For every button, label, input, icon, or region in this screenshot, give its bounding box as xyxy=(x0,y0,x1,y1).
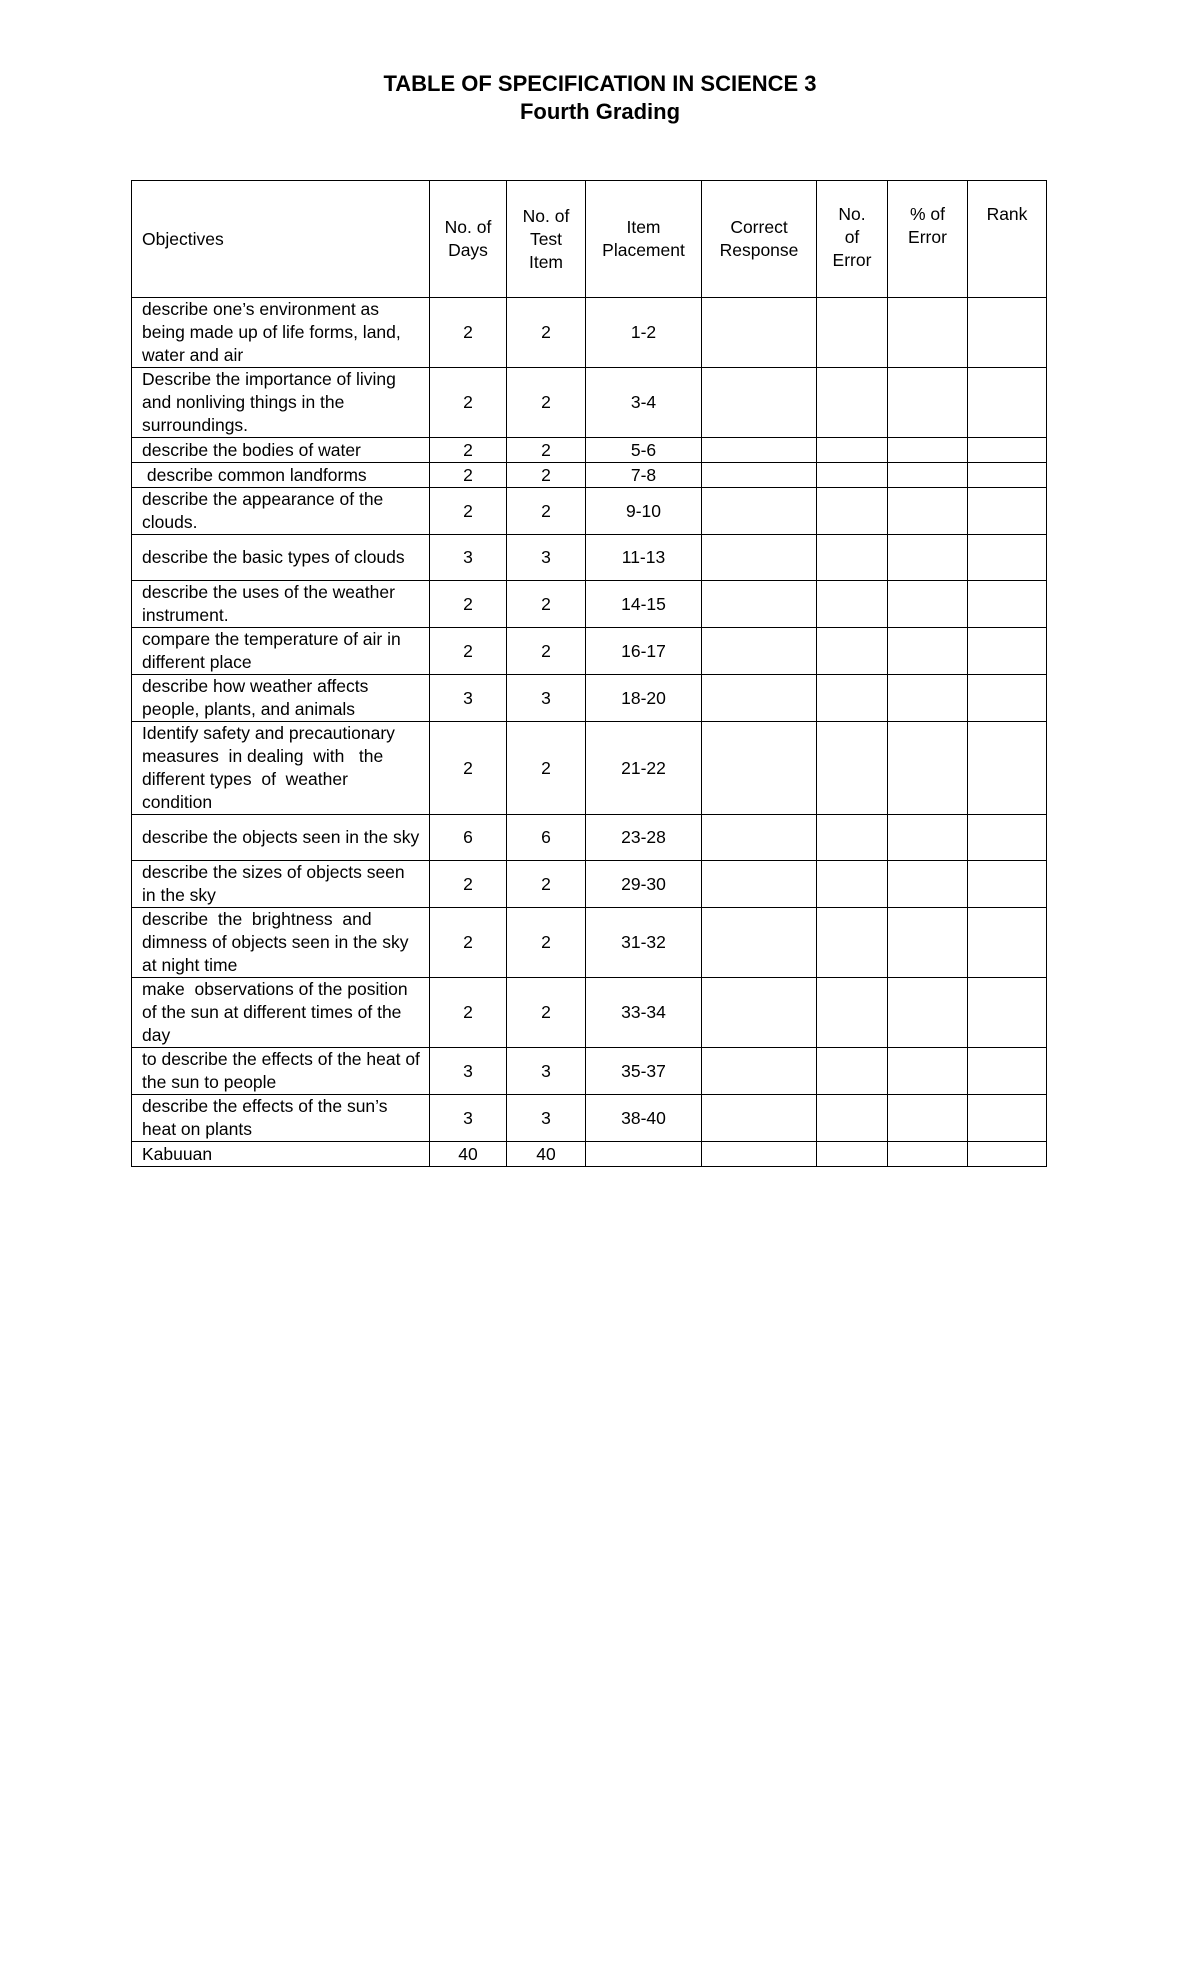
table-row xyxy=(132,298,1047,368)
table-row xyxy=(132,908,1047,978)
correct-cell xyxy=(702,978,817,1048)
test-item-cell: 2 xyxy=(507,581,586,628)
errors-cell xyxy=(817,815,888,861)
total-placement-cell xyxy=(586,1142,702,1167)
correct-cell xyxy=(702,581,817,628)
total-items-cell: 40 xyxy=(507,1142,586,1167)
objective-cell: describe one’s environment as being made up of life forms, land, water and air xyxy=(132,298,430,368)
objective-cell: describe the uses of the weather instrument. xyxy=(132,581,430,628)
percent-error-cell xyxy=(888,861,968,908)
objective-cell: Describe the importance of living and nonliving things in the surroundings. xyxy=(132,368,430,438)
objective-cell: to describe the effects of the heat of the sun to people xyxy=(132,1048,430,1095)
rank-cell xyxy=(968,535,1047,581)
errors-cell xyxy=(817,675,888,722)
days-cell: 2 xyxy=(430,581,507,628)
objective-cell: describe how weather affects people, plants, and animals xyxy=(132,675,430,722)
test-item-cell: 3 xyxy=(507,1095,586,1142)
rank-cell xyxy=(968,675,1047,722)
test-item-cell: 2 xyxy=(507,368,586,438)
days-cell: 2 xyxy=(430,722,507,815)
errors-cell xyxy=(817,861,888,908)
objective-cell: describe the brightness and dimness of objects seen in the sky at night time xyxy=(132,908,430,978)
errors-cell xyxy=(817,298,888,368)
days-cell: 2 xyxy=(430,628,507,675)
correct-cell xyxy=(702,815,817,861)
correct-cell xyxy=(702,535,817,581)
rank-cell xyxy=(968,368,1047,438)
errors-cell xyxy=(817,908,888,978)
total-label-cell: Kabuuan xyxy=(132,1142,430,1167)
rank-cell xyxy=(968,1048,1047,1095)
table-row xyxy=(132,535,1047,581)
header-placement xyxy=(586,181,702,298)
errors-cell xyxy=(817,438,888,463)
table-row xyxy=(132,438,1047,463)
percent-error-cell xyxy=(888,675,968,722)
specification-table xyxy=(131,180,1047,1167)
rank-cell xyxy=(968,581,1047,628)
days-cell: 2 xyxy=(430,298,507,368)
placement-cell: 11-13 xyxy=(586,535,702,581)
header-days xyxy=(430,181,507,298)
correct-cell xyxy=(702,298,817,368)
days-cell: 3 xyxy=(430,675,507,722)
test-item-cell: 2 xyxy=(507,628,586,675)
header-correct xyxy=(702,181,817,298)
header-errors xyxy=(817,181,888,298)
test-item-cell: 2 xyxy=(507,861,586,908)
errors-cell xyxy=(817,722,888,815)
days-cell: 2 xyxy=(430,368,507,438)
days-cell: 6 xyxy=(430,815,507,861)
placement-cell: 21-22 xyxy=(586,722,702,815)
rank-cell xyxy=(968,908,1047,978)
rank-cell xyxy=(968,298,1047,368)
document-subtitle: Fourth Grading xyxy=(519,99,681,124)
header-errors-label: No. of Error xyxy=(832,204,872,270)
days-cell: 2 xyxy=(430,861,507,908)
test-item-cell: 2 xyxy=(507,488,586,535)
correct-cell xyxy=(702,1048,817,1095)
table-row xyxy=(132,978,1047,1048)
test-item-cell: 2 xyxy=(507,438,586,463)
placement-cell: 29-30 xyxy=(586,861,702,908)
objective-cell: describe the objects seen in the sky xyxy=(132,815,430,861)
correct-cell xyxy=(702,488,817,535)
errors-cell xyxy=(817,1048,888,1095)
errors-cell xyxy=(817,628,888,675)
test-item-cell: 3 xyxy=(507,1048,586,1095)
percent-error-cell xyxy=(888,463,968,488)
total-correct-cell xyxy=(702,1142,817,1167)
rank-cell xyxy=(968,628,1047,675)
objective-cell: make observations of the position of the sun at different times of the day xyxy=(132,978,430,1048)
table-row xyxy=(132,628,1047,675)
errors-cell xyxy=(817,488,888,535)
placement-cell: 5-6 xyxy=(586,438,702,463)
placement-cell: 18-20 xyxy=(586,675,702,722)
header-percent-error-label: % of Error xyxy=(908,204,947,247)
rank-cell xyxy=(968,463,1047,488)
total-days-cell: 40 xyxy=(430,1142,507,1167)
days-cell: 2 xyxy=(430,438,507,463)
rank-cell xyxy=(968,488,1047,535)
placement-cell: 7-8 xyxy=(586,463,702,488)
percent-error-cell xyxy=(888,298,968,368)
percent-error-cell xyxy=(888,438,968,463)
errors-cell xyxy=(817,535,888,581)
percent-error-cell xyxy=(888,581,968,628)
percent-error-cell xyxy=(888,815,968,861)
placement-cell: 16-17 xyxy=(586,628,702,675)
percent-error-cell xyxy=(888,908,968,978)
correct-cell xyxy=(702,675,817,722)
percent-error-cell xyxy=(888,1095,968,1142)
objective-cell: describe the effects of the sun’s heat on plants xyxy=(132,1095,430,1142)
correct-cell xyxy=(702,722,817,815)
objective-cell: compare the temperature of air in different place xyxy=(132,628,430,675)
errors-cell xyxy=(817,463,888,488)
table-row xyxy=(132,463,1047,488)
header-days-label: No. of Days xyxy=(444,217,492,260)
title-block xyxy=(0,70,1200,126)
test-item-cell: 3 xyxy=(507,675,586,722)
percent-error-cell xyxy=(888,978,968,1048)
percent-error-cell xyxy=(888,368,968,438)
table-row xyxy=(132,722,1047,815)
rank-cell xyxy=(968,815,1047,861)
placement-cell: 33-34 xyxy=(586,978,702,1048)
rank-cell xyxy=(968,438,1047,463)
header-objectives: Objectives xyxy=(132,181,430,298)
header-placement-label: Item Placement xyxy=(602,217,685,260)
percent-error-cell xyxy=(888,628,968,675)
table-row xyxy=(132,488,1047,535)
table-row xyxy=(132,1095,1047,1142)
rank-cell xyxy=(968,1095,1047,1142)
percent-error-cell xyxy=(888,722,968,815)
placement-cell: 38-40 xyxy=(586,1095,702,1142)
test-item-cell: 2 xyxy=(507,978,586,1048)
objective-cell: Identify safety and precautionary measures in dealing with the different types of weather condition xyxy=(132,722,430,815)
placement-cell: 9-10 xyxy=(586,488,702,535)
document-title: TABLE OF SPECIFICATION IN SCIENCE 3 xyxy=(383,71,817,96)
errors-cell xyxy=(817,1095,888,1142)
test-item-cell: 6 xyxy=(507,815,586,861)
days-cell: 3 xyxy=(430,1048,507,1095)
days-cell: 2 xyxy=(430,488,507,535)
placement-cell: 31-32 xyxy=(586,908,702,978)
placement-cell: 3-4 xyxy=(586,368,702,438)
rank-cell xyxy=(968,978,1047,1048)
test-item-cell: 2 xyxy=(507,298,586,368)
correct-cell xyxy=(702,861,817,908)
table-row xyxy=(132,675,1047,722)
correct-cell xyxy=(702,438,817,463)
table-row xyxy=(132,861,1047,908)
objective-cell: describe the bodies of water xyxy=(132,438,430,463)
header-correct-label: Correct Response xyxy=(719,217,799,260)
errors-cell xyxy=(817,581,888,628)
errors-cell xyxy=(817,978,888,1048)
total-rank-cell xyxy=(968,1142,1047,1167)
header-rank: Rank xyxy=(968,181,1047,298)
placement-cell: 1-2 xyxy=(586,298,702,368)
correct-cell xyxy=(702,368,817,438)
header-row xyxy=(132,181,1047,298)
percent-error-cell xyxy=(888,488,968,535)
test-item-cell: 2 xyxy=(507,463,586,488)
rank-cell xyxy=(968,861,1047,908)
placement-cell: 23-28 xyxy=(586,815,702,861)
objective-cell: describe the sizes of objects seen in the sky xyxy=(132,861,430,908)
test-item-cell: 3 xyxy=(507,535,586,581)
total-errors-cell xyxy=(817,1142,888,1167)
days-cell: 3 xyxy=(430,1095,507,1142)
table-row xyxy=(132,1048,1047,1095)
objective-cell: describe common landforms xyxy=(132,463,430,488)
days-cell: 2 xyxy=(430,463,507,488)
correct-cell xyxy=(702,628,817,675)
table-row xyxy=(132,815,1047,861)
objective-cell: describe the basic types of clouds xyxy=(132,535,430,581)
header-test-item xyxy=(507,181,586,298)
header-test-item-label: No. of Test Item xyxy=(522,205,570,272)
correct-cell xyxy=(702,908,817,978)
percent-error-cell xyxy=(888,1048,968,1095)
table-row xyxy=(132,368,1047,438)
table-body xyxy=(132,298,1047,1167)
placement-cell: 14-15 xyxy=(586,581,702,628)
total-row xyxy=(132,1142,1047,1167)
placement-cell: 35-37 xyxy=(586,1048,702,1095)
header-percent-error xyxy=(888,181,968,298)
days-cell: 3 xyxy=(430,535,507,581)
days-cell: 2 xyxy=(430,908,507,978)
total-percent-error-cell xyxy=(888,1142,968,1167)
objective-cell: describe the appearance of the clouds. xyxy=(132,488,430,535)
percent-error-cell xyxy=(888,535,968,581)
test-item-cell: 2 xyxy=(507,722,586,815)
table-row xyxy=(132,581,1047,628)
days-cell: 2 xyxy=(430,978,507,1048)
rank-cell xyxy=(968,722,1047,815)
errors-cell xyxy=(817,368,888,438)
correct-cell xyxy=(702,463,817,488)
correct-cell xyxy=(702,1095,817,1142)
test-item-cell: 2 xyxy=(507,908,586,978)
